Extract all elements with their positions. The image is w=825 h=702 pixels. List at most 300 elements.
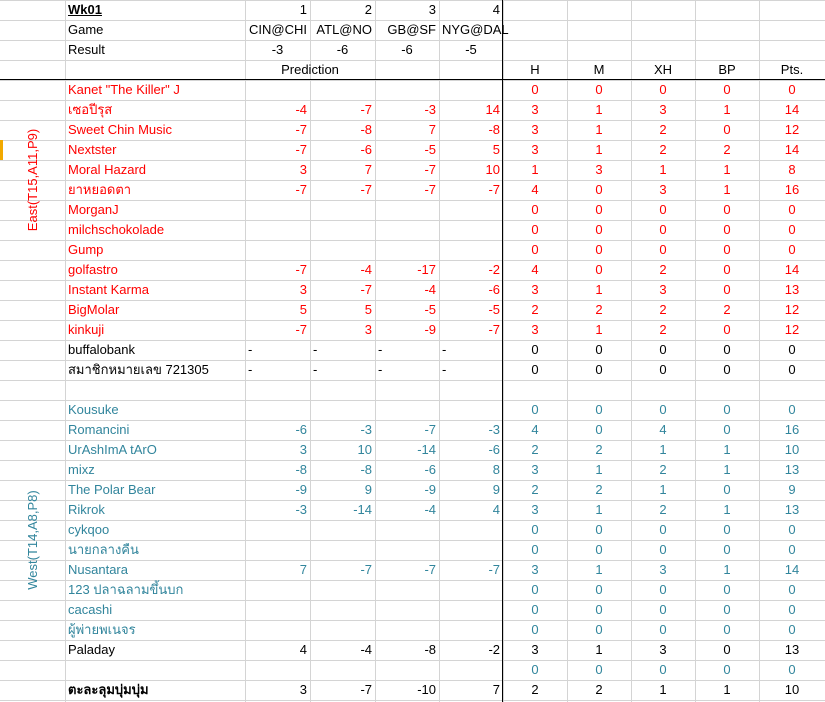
- stat-cell[interactable]: 1: [659, 482, 667, 497]
- stat-cell[interactable]: 0: [723, 282, 731, 297]
- stat-cell[interactable]: 0: [595, 522, 603, 537]
- prediction-cell[interactable]: [245, 580, 310, 600]
- prediction-cell[interactable]: -5: [488, 302, 500, 317]
- prediction-cell[interactable]: -3: [488, 422, 500, 437]
- stat-cell[interactable]: 0: [531, 242, 539, 257]
- player-name[interactable]: [65, 660, 245, 680]
- prediction-cell[interactable]: [375, 400, 439, 420]
- stat-cell[interactable]: 2: [595, 302, 603, 317]
- player-name[interactable]: Kanet "The Killer" J: [68, 82, 180, 97]
- stat-cell[interactable]: 2: [659, 302, 667, 317]
- stat-cell[interactable]: 0: [723, 522, 731, 537]
- prediction-cell[interactable]: [439, 520, 503, 540]
- prediction-cell[interactable]: -6: [488, 282, 500, 297]
- stat-cell[interactable]: 0: [595, 222, 603, 237]
- prediction-cell[interactable]: 3: [299, 442, 307, 457]
- stat-cell[interactable]: 1: [659, 442, 667, 457]
- stat-cell[interactable]: 0: [531, 82, 539, 97]
- stat-cell[interactable]: 0: [723, 542, 731, 557]
- prediction-cell[interactable]: [310, 620, 375, 640]
- prediction-cell[interactable]: [375, 240, 439, 260]
- stat-cell[interactable]: 0: [788, 362, 796, 377]
- stat-cell[interactable]: 1: [531, 162, 539, 177]
- player-name[interactable]: Romancini: [68, 422, 130, 437]
- game-matchup[interactable]: CIN@CHI: [249, 22, 307, 37]
- prediction-cell[interactable]: [375, 600, 439, 620]
- prediction-cell[interactable]: [310, 600, 375, 620]
- stat-cell[interactable]: 14: [784, 562, 800, 577]
- player-name[interactable]: ผู้พ่ายพเนจร: [68, 622, 136, 637]
- stat-cell[interactable]: 0: [659, 602, 667, 617]
- prediction-cell[interactable]: 10: [357, 442, 372, 457]
- stat-header[interactable]: BP: [718, 62, 736, 77]
- prediction-cell[interactable]: 3: [299, 162, 307, 177]
- stat-cell[interactable]: 2: [595, 482, 603, 497]
- stat-cell[interactable]: 0: [595, 622, 603, 637]
- stat-cell[interactable]: 2: [595, 442, 603, 457]
- result-label[interactable]: Result: [68, 42, 105, 57]
- game-number[interactable]: 4: [492, 2, 500, 17]
- stat-cell[interactable]: 2: [531, 482, 539, 497]
- stat-cell[interactable]: 2: [723, 142, 731, 157]
- stat-cell[interactable]: 16: [784, 422, 800, 437]
- player-name[interactable]: cykqoo: [68, 522, 110, 537]
- stat-cell[interactable]: 0: [595, 602, 603, 617]
- prediction-cell[interactable]: 8: [492, 462, 500, 477]
- prediction-cell[interactable]: -4: [424, 502, 436, 517]
- stat-cell[interactable]: 14: [784, 142, 800, 157]
- stat-cell[interactable]: 0: [788, 202, 796, 217]
- prediction-cell[interactable]: [375, 80, 439, 100]
- player-name[interactable]: Sweet Chin Music: [68, 122, 173, 137]
- prediction-cell[interactable]: -14: [353, 502, 372, 517]
- stat-cell[interactable]: 0: [723, 402, 731, 417]
- prediction-cell[interactable]: -9: [424, 482, 436, 497]
- stat-cell[interactable]: 4: [659, 422, 667, 437]
- stat-cell[interactable]: 0: [531, 222, 539, 237]
- prediction-cell[interactable]: -6: [424, 462, 436, 477]
- prediction-cell[interactable]: [310, 580, 375, 600]
- stat-cell[interactable]: 1: [595, 322, 603, 337]
- stat-cell[interactable]: 9: [788, 482, 796, 497]
- stat-cell[interactable]: 0: [595, 662, 603, 677]
- stat-cell[interactable]: 0: [531, 582, 539, 597]
- game-result[interactable]: -6: [401, 42, 413, 57]
- stat-cell[interactable]: 13: [784, 642, 800, 657]
- stat-cell[interactable]: 0: [788, 542, 796, 557]
- stat-cell[interactable]: 0: [531, 542, 539, 557]
- prediction-cell[interactable]: -3: [424, 102, 436, 117]
- prediction-cell[interactable]: 14: [485, 102, 500, 117]
- prediction-cell[interactable]: 4: [299, 642, 307, 657]
- prediction-cell[interactable]: 7: [492, 682, 500, 697]
- prediction-cell[interactable]: -3: [295, 502, 307, 517]
- stat-cell[interactable]: 0: [788, 342, 796, 357]
- stat-cell[interactable]: 0: [595, 542, 603, 557]
- player-name[interactable]: cacashi: [68, 602, 113, 617]
- stat-cell[interactable]: 0: [788, 82, 796, 97]
- stat-cell[interactable]: 12: [784, 302, 800, 317]
- stat-cell[interactable]: 3: [531, 562, 539, 577]
- prediction-cell[interactable]: [310, 660, 375, 680]
- prediction-cell[interactable]: -: [378, 342, 383, 357]
- prediction-cell[interactable]: [375, 660, 439, 680]
- stat-cell[interactable]: 0: [659, 622, 667, 637]
- prediction-cell[interactable]: [310, 240, 375, 260]
- prediction-cell[interactable]: [375, 580, 439, 600]
- player-name[interactable]: Rikrok: [68, 502, 105, 517]
- stat-cell[interactable]: 1: [723, 462, 731, 477]
- game-result[interactable]: -3: [271, 42, 284, 57]
- prediction-cell[interactable]: -4: [295, 102, 307, 117]
- player-name[interactable]: Nextster: [68, 142, 117, 157]
- stat-cell[interactable]: 0: [723, 422, 731, 437]
- stat-cell[interactable]: 0: [659, 222, 667, 237]
- prediction-cell[interactable]: -10: [417, 682, 436, 697]
- prediction-cell[interactable]: -17: [417, 262, 436, 277]
- stat-cell[interactable]: 1: [595, 502, 603, 517]
- stat-cell[interactable]: 0: [788, 402, 796, 417]
- prediction-cell[interactable]: [245, 660, 310, 680]
- stat-cell[interactable]: 1: [723, 562, 731, 577]
- prediction-cell[interactable]: [245, 80, 310, 100]
- player-name[interactable]: เซอปีรุส: [68, 102, 113, 117]
- prediction-cell[interactable]: -7: [488, 562, 500, 577]
- prediction-cell[interactable]: -7: [360, 282, 372, 297]
- stat-cell[interactable]: 0: [595, 242, 603, 257]
- player-name[interactable]: Instant Karma: [68, 282, 149, 297]
- prediction-cell[interactable]: -6: [295, 422, 307, 437]
- stat-cell[interactable]: 0: [531, 202, 539, 217]
- stat-cell[interactable]: 1: [723, 162, 731, 177]
- prediction-cell[interactable]: [439, 620, 503, 640]
- prediction-cell[interactable]: 9: [492, 482, 500, 497]
- stat-cell[interactable]: 0: [531, 662, 539, 677]
- prediction-cell[interactable]: [439, 400, 503, 420]
- stat-cell[interactable]: 1: [723, 102, 731, 117]
- prediction-cell[interactable]: -: [313, 362, 318, 377]
- player-name[interactable]: BigMolar: [68, 302, 120, 317]
- prediction-cell[interactable]: -7: [295, 182, 307, 197]
- prediction-cell[interactable]: -8: [295, 462, 307, 477]
- stat-cell[interactable]: 0: [531, 602, 539, 617]
- prediction-cell[interactable]: [439, 200, 503, 220]
- prediction-cell[interactable]: -8: [360, 122, 372, 137]
- stat-cell[interactable]: 3: [531, 502, 539, 517]
- prediction-cell[interactable]: -3: [360, 422, 372, 437]
- stat-cell[interactable]: 0: [723, 122, 731, 137]
- stat-cell[interactable]: 2: [659, 142, 667, 157]
- player-name[interactable]: Paladay: [68, 642, 115, 657]
- prediction-cell[interactable]: -7: [424, 182, 436, 197]
- stat-cell[interactable]: 0: [788, 222, 796, 237]
- stat-cell[interactable]: 1: [723, 182, 731, 197]
- stat-cell[interactable]: 1: [723, 442, 731, 457]
- player-name[interactable]: kinkuji: [68, 322, 105, 337]
- prediction-cell[interactable]: -: [378, 362, 383, 377]
- player-name[interactable]: Nusantara: [68, 562, 128, 577]
- prediction-cell[interactable]: [439, 220, 503, 240]
- stat-cell[interactable]: 1: [659, 682, 667, 697]
- prediction-cell[interactable]: [439, 240, 503, 260]
- stat-cell[interactable]: 3: [531, 102, 539, 117]
- game-number[interactable]: 3: [428, 2, 436, 17]
- stat-cell[interactable]: 0: [659, 582, 667, 597]
- game-number[interactable]: 1: [299, 2, 307, 17]
- stat-cell[interactable]: 3: [659, 642, 667, 657]
- prediction-cell[interactable]: -7: [295, 142, 307, 157]
- prediction-cell[interactable]: -7: [295, 122, 307, 137]
- player-name[interactable]: Kousuke: [68, 402, 119, 417]
- prediction-cell[interactable]: [375, 520, 439, 540]
- stat-cell[interactable]: 2: [723, 302, 731, 317]
- stat-header[interactable]: XH: [653, 62, 673, 77]
- stat-cell[interactable]: 2: [659, 502, 667, 517]
- stat-header[interactable]: M: [593, 62, 605, 77]
- prediction-cell[interactable]: -4: [424, 282, 436, 297]
- stat-cell[interactable]: 0: [531, 622, 539, 637]
- prediction-cell[interactable]: -5: [424, 142, 436, 157]
- prediction-cell[interactable]: -7: [360, 182, 372, 197]
- stat-cell[interactable]: 3: [659, 182, 667, 197]
- prediction-cell[interactable]: [375, 620, 439, 640]
- prediction-cell[interactable]: [439, 580, 503, 600]
- stat-cell[interactable]: 0: [595, 202, 603, 217]
- prediction-cell[interactable]: [245, 200, 310, 220]
- stat-cell[interactable]: 12: [784, 322, 800, 337]
- prediction-cell[interactable]: -7: [295, 262, 307, 277]
- stat-cell[interactable]: 4: [531, 182, 539, 197]
- prediction-cell[interactable]: -7: [424, 562, 436, 577]
- prediction-cell[interactable]: [245, 620, 310, 640]
- stat-cell[interactable]: 10: [784, 682, 800, 697]
- prediction-cell[interactable]: [375, 220, 439, 240]
- prediction-cell[interactable]: 4: [492, 502, 500, 517]
- stat-cell[interactable]: 2: [659, 462, 667, 477]
- game-label[interactable]: Game: [68, 22, 104, 37]
- stat-cell[interactable]: 2: [659, 122, 667, 137]
- game-result[interactable]: -6: [336, 42, 349, 57]
- stat-cell[interactable]: 3: [531, 142, 539, 157]
- prediction-cell[interactable]: [245, 540, 310, 560]
- prediction-cell[interactable]: -2: [488, 642, 500, 657]
- player-name[interactable]: สมาชิกหมายเลข 721305: [68, 362, 209, 377]
- stat-cell[interactable]: 1: [723, 682, 731, 697]
- stat-cell[interactable]: 0: [659, 362, 667, 377]
- prediction-cell[interactable]: -4: [360, 642, 372, 657]
- prediction-cell[interactable]: 10: [485, 162, 500, 177]
- player-name[interactable]: Gump: [68, 242, 104, 257]
- prediction-cell[interactable]: -9: [295, 482, 307, 497]
- prediction-cell[interactable]: 7: [428, 122, 436, 137]
- prediction-cell[interactable]: -4: [360, 262, 372, 277]
- prediction-cell[interactable]: [310, 540, 375, 560]
- prediction-cell[interactable]: [439, 540, 503, 560]
- prediction-cell[interactable]: -7: [488, 182, 500, 197]
- prediction-cell[interactable]: 3: [299, 682, 307, 697]
- stat-cell[interactable]: 4: [531, 422, 539, 437]
- game-matchup[interactable]: NYG@DAL: [442, 22, 509, 37]
- prediction-cell[interactable]: -7: [488, 322, 500, 337]
- stat-cell[interactable]: 0: [531, 522, 539, 537]
- stat-cell[interactable]: 13: [784, 502, 800, 517]
- stat-cell[interactable]: 0: [723, 222, 731, 237]
- prediction-cell[interactable]: -7: [360, 562, 372, 577]
- stat-cell[interactable]: 1: [595, 282, 603, 297]
- stat-cell[interactable]: 0: [595, 262, 603, 277]
- stat-cell[interactable]: 10: [784, 442, 800, 457]
- player-name[interactable]: The Polar Bear: [68, 482, 156, 497]
- stat-cell[interactable]: 0: [595, 362, 603, 377]
- stat-cell[interactable]: 3: [531, 642, 539, 657]
- prediction-cell[interactable]: [375, 540, 439, 560]
- prediction-cell[interactable]: [245, 600, 310, 620]
- stat-cell[interactable]: 0: [723, 602, 731, 617]
- prediction-cell[interactable]: 5: [364, 302, 372, 317]
- stat-cell[interactable]: 1: [595, 462, 603, 477]
- stat-cell[interactable]: 8: [788, 162, 796, 177]
- prediction-cell[interactable]: -7: [424, 422, 436, 437]
- stat-cell[interactable]: 1: [595, 142, 603, 157]
- stat-cell[interactable]: 1: [595, 562, 603, 577]
- prediction-cell[interactable]: -6: [360, 142, 372, 157]
- prediction-cell[interactable]: -8: [424, 642, 436, 657]
- stat-cell[interactable]: 0: [723, 242, 731, 257]
- stat-cell[interactable]: 2: [659, 262, 667, 277]
- stat-cell[interactable]: 3: [659, 102, 667, 117]
- stat-cell[interactable]: 2: [659, 322, 667, 337]
- stat-cell[interactable]: 14: [784, 262, 800, 277]
- stat-cell[interactable]: 0: [788, 242, 796, 257]
- week-label[interactable]: Wk01: [68, 2, 102, 17]
- player-name[interactable]: milchschokolade: [68, 222, 165, 237]
- prediction-cell[interactable]: -2: [488, 262, 500, 277]
- game-matchup[interactable]: GB@SF: [387, 22, 436, 37]
- prediction-cell[interactable]: [310, 80, 375, 100]
- prediction-cell[interactable]: 3: [299, 282, 307, 297]
- stat-cell[interactable]: 13: [784, 282, 800, 297]
- stat-cell[interactable]: 0: [659, 202, 667, 217]
- prediction-cell[interactable]: 9: [364, 482, 372, 497]
- stat-cell[interactable]: 0: [723, 642, 731, 657]
- stat-cell[interactable]: 1: [595, 122, 603, 137]
- stat-cell[interactable]: 4: [531, 262, 539, 277]
- stat-cell[interactable]: 1: [595, 102, 603, 117]
- prediction-cell[interactable]: [310, 400, 375, 420]
- stat-cell[interactable]: 0: [788, 602, 796, 617]
- stat-cell[interactable]: 0: [659, 342, 667, 357]
- stat-cell[interactable]: 0: [531, 362, 539, 377]
- stat-cell[interactable]: 16: [784, 182, 800, 197]
- player-name[interactable]: ตะละลุมบุ่มบุ่ม: [68, 682, 149, 697]
- stat-cell[interactable]: 0: [723, 362, 731, 377]
- stat-cell[interactable]: 0: [531, 402, 539, 417]
- player-name[interactable]: 123 ปลาฉลามขึ้นบก: [68, 582, 184, 597]
- prediction-cell[interactable]: [245, 400, 310, 420]
- stat-cell[interactable]: 0: [788, 662, 796, 677]
- prediction-cell[interactable]: [245, 240, 310, 260]
- stat-cell[interactable]: 0: [595, 422, 603, 437]
- prediction-cell[interactable]: [439, 80, 503, 100]
- stat-cell[interactable]: 3: [531, 462, 539, 477]
- player-name[interactable]: Moral Hazard: [68, 162, 147, 177]
- stat-cell[interactable]: 14: [784, 102, 800, 117]
- stat-cell[interactable]: 0: [531, 342, 539, 357]
- prediction-cell[interactable]: -9: [424, 322, 436, 337]
- stat-cell[interactable]: 13: [784, 462, 800, 477]
- prediction-cell[interactable]: [375, 200, 439, 220]
- prediction-cell[interactable]: -5: [424, 302, 436, 317]
- game-matchup[interactable]: ATL@NO: [316, 22, 372, 37]
- stat-cell[interactable]: 3: [531, 282, 539, 297]
- player-name[interactable]: MorganJ: [68, 202, 119, 217]
- prediction-cell[interactable]: -: [313, 342, 318, 357]
- stat-cell[interactable]: 0: [788, 522, 796, 537]
- stat-cell[interactable]: 0: [659, 522, 667, 537]
- stat-cell[interactable]: 0: [723, 582, 731, 597]
- stat-cell[interactable]: 0: [595, 582, 603, 597]
- prediction-cell[interactable]: [310, 200, 375, 220]
- stat-cell[interactable]: 0: [595, 402, 603, 417]
- prediction-cell[interactable]: [310, 220, 375, 240]
- prediction-cell[interactable]: 7: [299, 562, 307, 577]
- stat-cell[interactable]: 2: [531, 442, 539, 457]
- stat-cell[interactable]: 2: [595, 682, 603, 697]
- player-name[interactable]: นายกลางคืน: [68, 542, 139, 557]
- prediction-cell[interactable]: -: [248, 342, 253, 357]
- prediction-cell[interactable]: -: [442, 362, 447, 377]
- stat-cell[interactable]: 2: [531, 682, 539, 697]
- prediction-cell[interactable]: [245, 220, 310, 240]
- game-result[interactable]: -5: [465, 42, 477, 57]
- stat-header[interactable]: Pts.: [780, 62, 804, 77]
- stat-cell[interactable]: 0: [788, 582, 796, 597]
- game-number[interactable]: 2: [364, 2, 372, 17]
- stat-cell[interactable]: 1: [595, 642, 603, 657]
- stat-cell[interactable]: 0: [788, 622, 796, 637]
- prediction-label[interactable]: Prediction: [281, 62, 339, 77]
- prediction-cell[interactable]: -: [442, 342, 447, 357]
- stat-cell[interactable]: 3: [659, 562, 667, 577]
- prediction-cell[interactable]: [245, 520, 310, 540]
- prediction-cell[interactable]: [439, 660, 503, 680]
- prediction-cell[interactable]: -14: [417, 442, 436, 457]
- stat-cell[interactable]: 2: [531, 302, 539, 317]
- stat-cell[interactable]: 12: [784, 122, 800, 137]
- stat-cell[interactable]: 0: [723, 482, 731, 497]
- stat-cell[interactable]: 3: [531, 122, 539, 137]
- stat-cell[interactable]: 0: [659, 82, 667, 97]
- player-name[interactable]: mixz: [68, 462, 95, 477]
- stat-cell[interactable]: 1: [659, 162, 667, 177]
- stat-cell[interactable]: 0: [595, 82, 603, 97]
- stat-cell[interactable]: 0: [723, 262, 731, 277]
- stat-cell[interactable]: 0: [595, 182, 603, 197]
- prediction-cell[interactable]: [439, 600, 503, 620]
- prediction-cell[interactable]: -6: [488, 442, 500, 457]
- player-name[interactable]: buffalobank: [68, 342, 135, 357]
- stat-cell[interactable]: 0: [723, 342, 731, 357]
- stat-cell[interactable]: 0: [659, 662, 667, 677]
- stat-cell[interactable]: 0: [595, 342, 603, 357]
- stat-cell[interactable]: 0: [659, 402, 667, 417]
- prediction-cell[interactable]: -7: [360, 102, 372, 117]
- prediction-cell[interactable]: [310, 520, 375, 540]
- stat-cell[interactable]: 0: [723, 322, 731, 337]
- stat-cell[interactable]: 0: [723, 662, 731, 677]
- prediction-cell[interactable]: -7: [295, 322, 307, 337]
- stat-cell[interactable]: 3: [531, 322, 539, 337]
